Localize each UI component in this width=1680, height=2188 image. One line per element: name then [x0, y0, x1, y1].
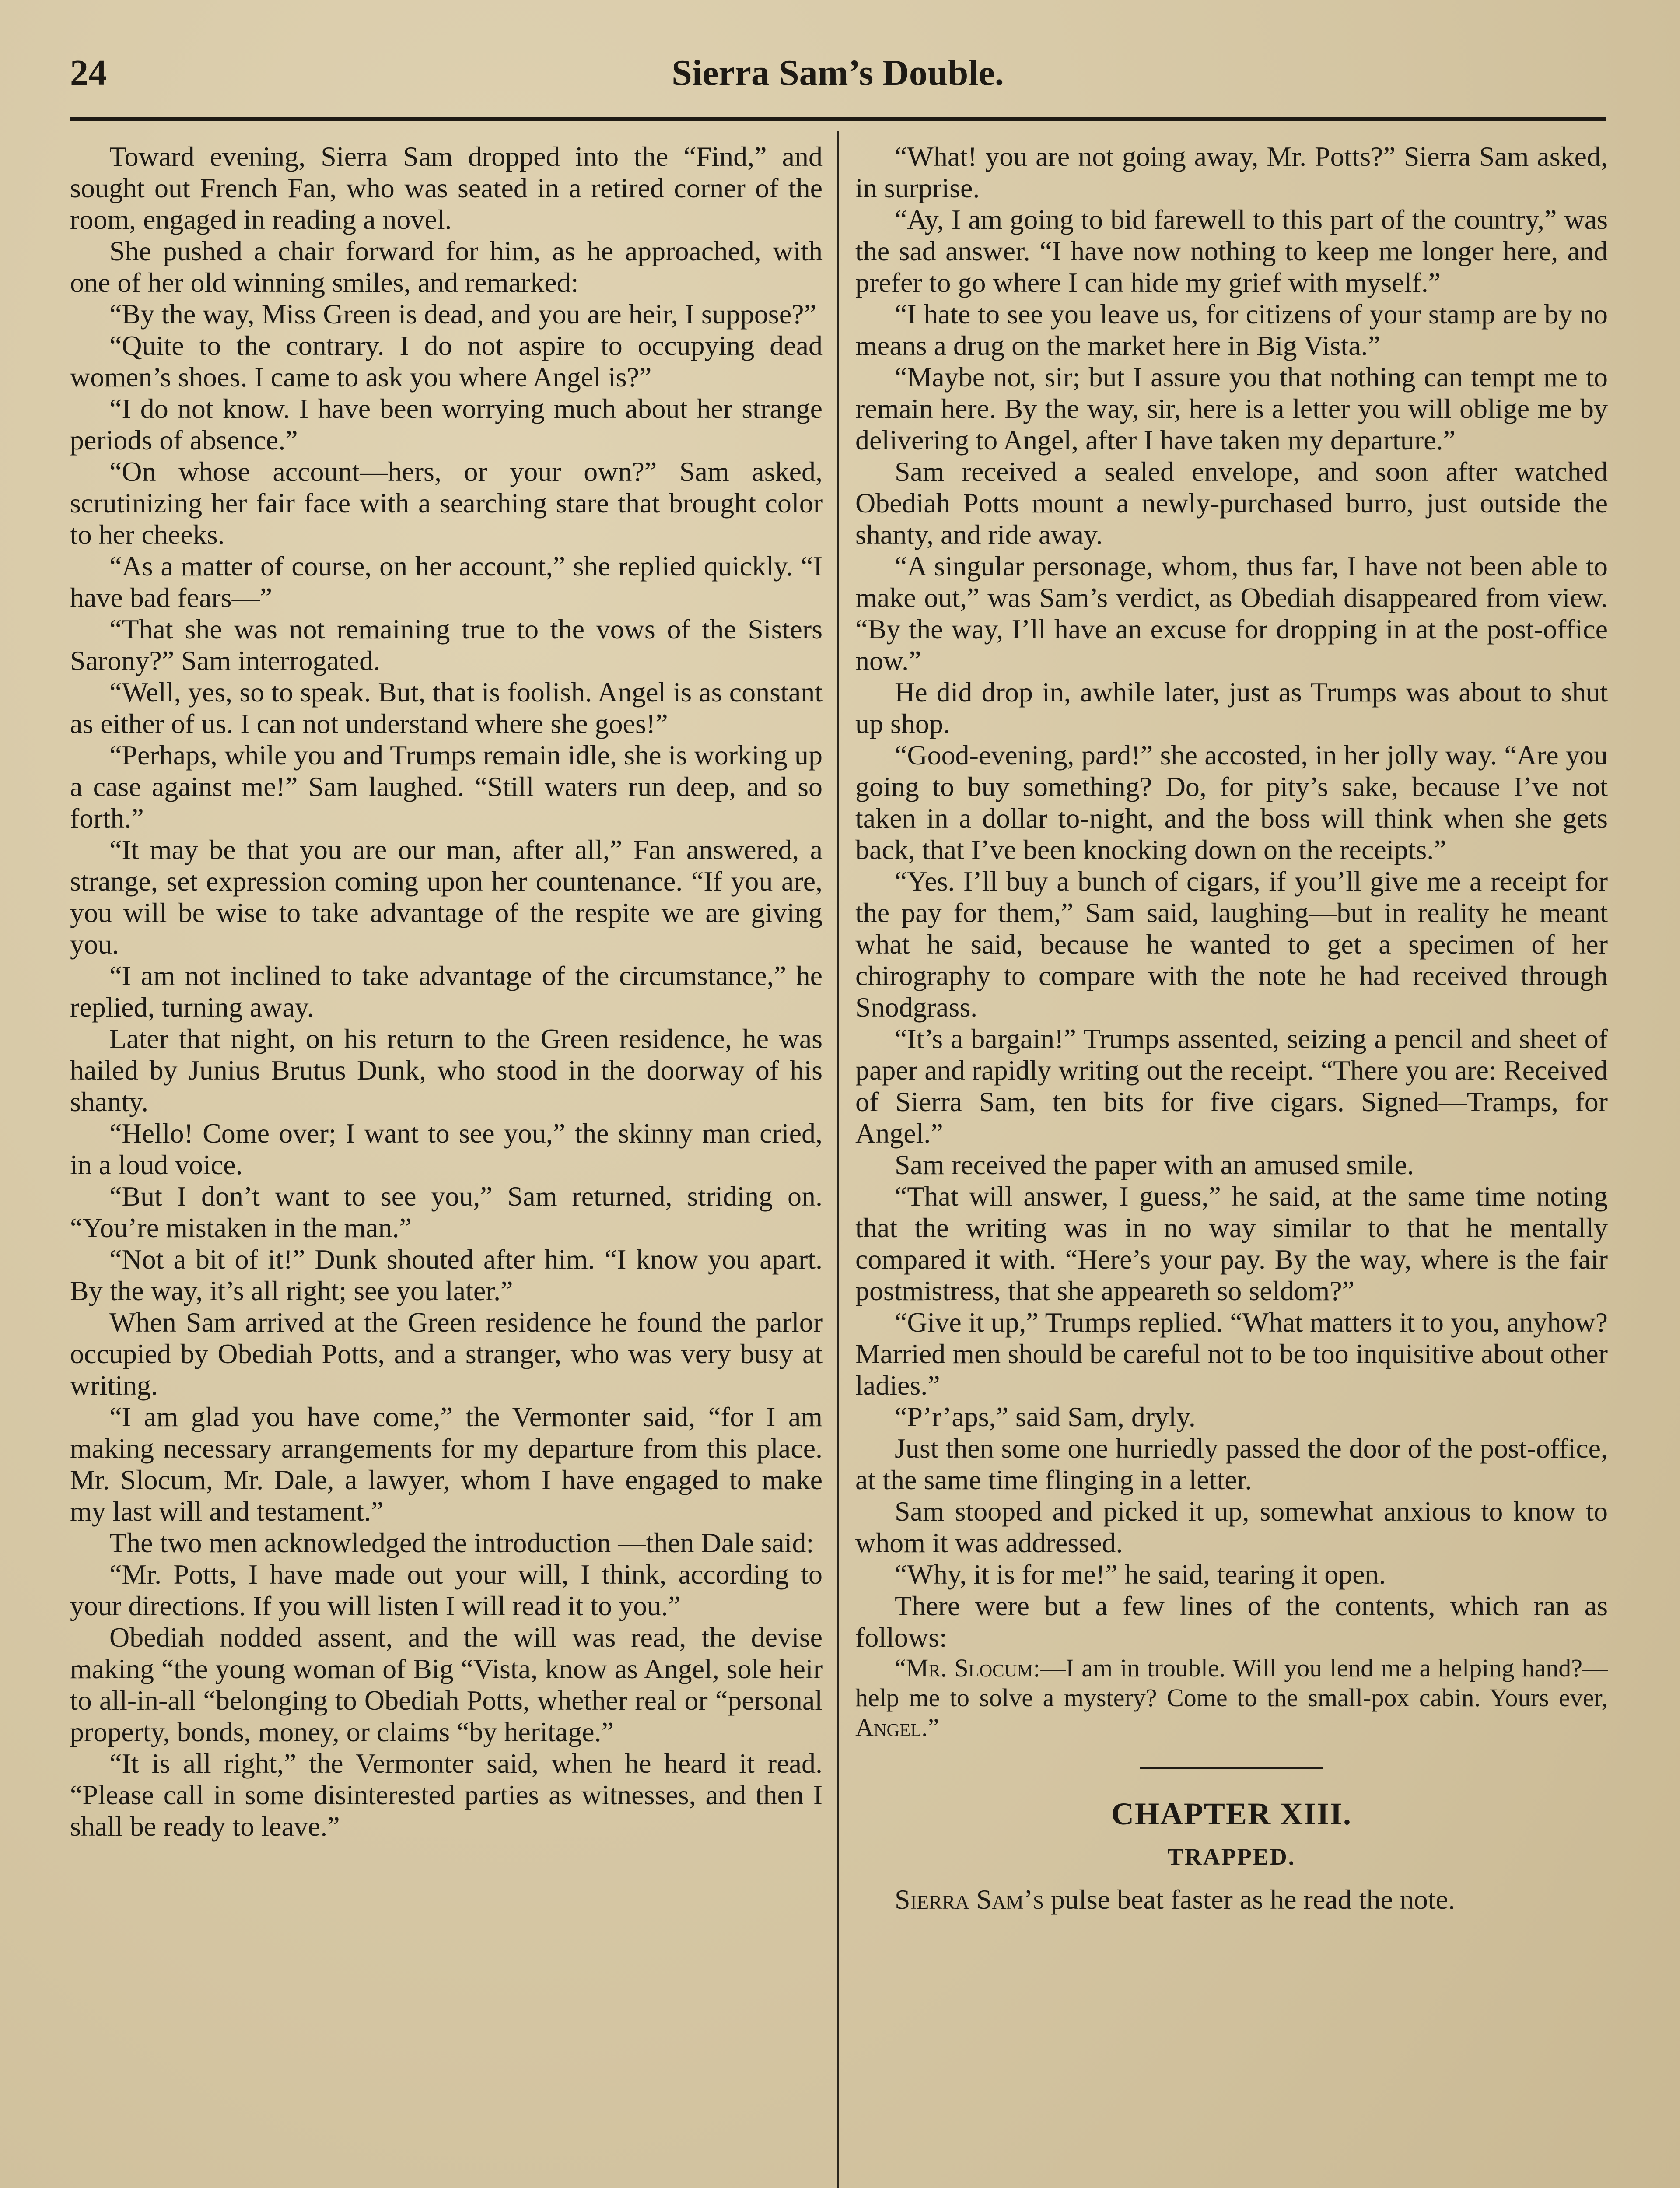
paragraph: She pushed a chair forward for him, as he approached, with one of her old winning smiles, and remarked: — [70, 235, 822, 298]
paragraph: “P’r’aps,” said Sam, dryly. — [895, 1401, 1196, 1432]
paragraph: When Sam arrived at the Green residence he found the parlor occupied by Obediah Potts, and a stranger, who was very busy at writing. — [70, 1307, 822, 1401]
paragraph: “That will answer, I guess,” he said, at the same time noting that the writing was in no way similar to that he mentally compared it with. “Here’s your pay. By the way, where is the fair postmistress, that she appeareth so seldom?” — [855, 1181, 1608, 1306]
paragraph: Later that night, on his return to the Green residence, he was hailed by Junius Brutus Dunk, who stood in the doorway of his shanty. — [70, 1023, 822, 1117]
paragraph: “As a matter of course, on her account,” she replied quickly. “I have bad fears—” — [70, 551, 822, 613]
paragraph: Just then some one hurriedly passed the door of the post-office, at the same time flinging in a letter. — [855, 1433, 1608, 1495]
column-divider — [836, 131, 839, 2188]
paragraph: “Perhaps, while you and Trumps remain idle, she is working up a case against me!” Sam laughed. “Still waters run deep, and so forth.” — [70, 740, 822, 834]
paragraph: Sam stooped and picked it up, somewhat anxious to know to whom it was addressed. — [855, 1496, 1608, 1558]
paragraph: “That she was not remaining true to the vows of the Sisters Sarony?” Sam interrogated. — [70, 614, 822, 676]
paragraph: “I do not know. I have been worrying much about her strange periods of absence.” — [70, 393, 822, 456]
chapter-subtitle: TRAPPED. — [1167, 1844, 1296, 1870]
paragraph: “What! you are not going away, Mr. Potts?” Sierra Sam asked, in surprise. — [855, 141, 1608, 203]
paragraph: The two men acknowledged the introduction —then Dale said: — [109, 1527, 814, 1558]
paragraph: “It is all right,” the Vermonter said, when he heard it read. “Please call in some disinterested parties as witnesses, and then I shall be ready to leave.” — [70, 1748, 822, 1842]
paragraph: “Ay, I am going to bid farewell to this part of the country,” was the sad answer. “I have now nothing to keep me longer here, and prefer to go where I can hide my grief with myself.” — [855, 204, 1608, 298]
paragraph: “Maybe not, sir; but I assure you that nothing can tempt me to remain here. By the way, sir, here is a letter you will oblige me by delivering to Angel, after I have taken my departure.” — [855, 361, 1608, 456]
paragraph: There were but a few lines of the contents, which ran as follows: — [855, 1590, 1608, 1653]
header-rule — [70, 117, 1606, 121]
opening-lead: Sierra Sam’s — [895, 1884, 1044, 1915]
letter-text — [855, 1653, 1608, 1743]
paragraph: “I hate to see you leave us, for citizens of your stamp are by no means a drug on the market here in Big Vista.” — [855, 298, 1608, 361]
running-title: Sierra Sam’s Double. — [672, 53, 1004, 93]
left-column — [70, 141, 822, 2188]
paragraph: “Why, it is for me!” he said, tearing it open. — [895, 1559, 1386, 1590]
page-number: 24 — [70, 53, 107, 93]
paragraph: He did drop in, awhile later, just as Trumps was about to shut up shop. — [855, 677, 1608, 739]
chapter-opening-paragraph — [855, 1884, 1608, 1915]
letter-signature: Angel.” — [855, 1713, 939, 1742]
paragraph: “By the way, Miss Green is dead, and you are heir, I suppose?” — [109, 298, 816, 330]
paragraph: “Not a bit of it!” Dunk shouted after him. “I know you apart. By the way, it’s all right; see you later.” — [70, 1244, 822, 1306]
paragraph: “Mr. Potts, I have made out your will, I think, according to your directions. If you will listen I will read it to you.” — [70, 1559, 822, 1621]
paragraph: Sam received the paper with an amused smile. — [895, 1149, 1414, 1180]
paragraph: “Hello! Come over; I want to see you,” the skinny man cried, in a loud voice. — [70, 1118, 822, 1180]
paragraph: Sam received a sealed envelope, and soon after watched Obediah Potts mount a newly-purchased burro, just outside the shanty, and ride away. — [855, 456, 1608, 550]
opening-rest: pulse beat faster as he read the note. — [1044, 1884, 1456, 1915]
paragraph: Toward evening, Sierra Sam dropped into the “Find,” and sought out French Fan, who was seated in a retired corner of the room, engaged in reading a novel. — [70, 141, 822, 235]
paragraph: “Good-evening, pard!” she accosted, in her jolly way. “Are you going to buy something? Do, for pity’s sake, because I’ve not taken in a dollar to-night, and the boss will think when she gets back, that I’ve been knocking down on the receipts.” — [855, 740, 1608, 865]
letter-body: —I am in trouble. Will you lend me a helping hand?—help me to solve a mystery? Come to the small-pox cabin. Yours ever, — [855, 1654, 1608, 1712]
right-column — [855, 141, 1608, 2188]
paragraph: “But I don’t want to see you,” Sam returned, striding on. “You’re mistaken in the man.” — [70, 1181, 822, 1243]
section-rule — [1140, 1767, 1323, 1769]
paragraph: “Well, yes, so to speak. But, that is foolish. Angel is as constant as either of us. I can not understand where she goes!” — [70, 677, 822, 739]
paragraph: “On whose account—hers, or your own?” Sam asked, scrutinizing her fair face with a searching stare that brought color to her cheeks. — [70, 456, 822, 550]
paragraph: “Give it up,” Trumps replied. “What matters it to you, anyhow? Married men should be careful not to be too inquisitive about other ladies.” — [855, 1307, 1608, 1401]
paragraph: “Quite to the contrary. I do not aspire to occupying dead women’s shoes. I came to ask you where Angel is?” — [70, 330, 822, 393]
page-header — [70, 52, 1606, 117]
paragraph: “It may be that you are our man, after all,” Fan answered, a strange, set expression coming upon her countenance. “If you are, you will be wise to take advantage of the respite we are giving you. — [70, 834, 822, 960]
paragraph: Obediah nodded assent, and the will was read, the devise making “the young woman of Big “Vista, know as Angel, sole heir to all-in-all “belonging to Obediah Potts, whether real or “personal property, bonds, money, or claims “by heritage.” — [70, 1622, 822, 1747]
chapter-heading: CHAPTER XIII. — [1111, 1796, 1352, 1831]
paragraph: “I am glad you have come,” the Vermonter said, “for I am making necessary arrangements for my departure from this place. Mr. Slocum, Mr. Dale, a lawyer, whom I have engaged to make my last will and testament.” — [70, 1401, 822, 1527]
letter-salutation: “Mr. Slocum: — [895, 1654, 1040, 1682]
paragraph: “A singular personage, whom, thus far, I have not been able to make out,” was Sam’s verdict, as Obediah disappeared from view. “By the way, I’ll have an excuse for dropping in at the post-office now.” — [855, 551, 1608, 676]
paragraph: “It’s a bargain!” Trumps assented, seizing a pencil and sheet of paper and rapidly writing out the receipt. “There you are: Received of Sierra Sam, ten bits for five cigars. Signed—Tramps, for Angel.” — [855, 1023, 1608, 1149]
paragraph: “I am not inclined to take advantage of the circumstance,” he replied, turning away. — [70, 960, 822, 1023]
paragraph: “Yes. I’ll buy a bunch of cigars, if you’ll give me a receipt for the pay for them,” Sam said, laughing—but in reality he meant what he said, because he wanted to get a specimen of her chirography to compare with the note he had received through Snodgrass. — [855, 866, 1608, 1023]
